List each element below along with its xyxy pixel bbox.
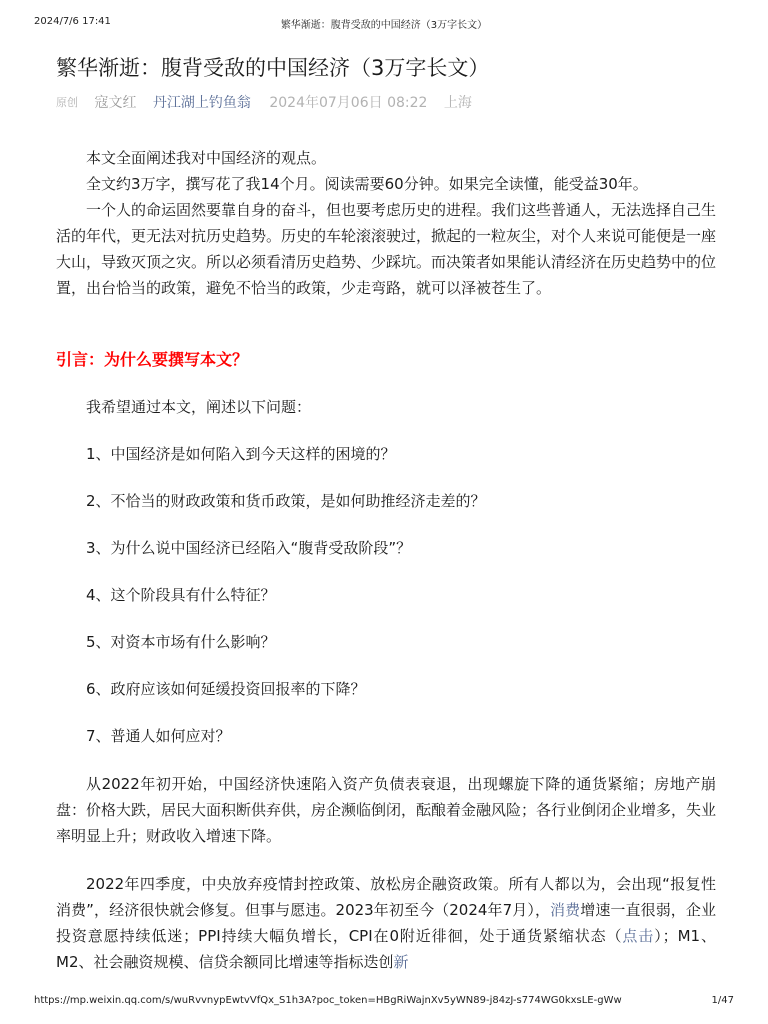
publish-location: 上海 — [443, 95, 472, 111]
section-lead: 我希望通过本文，阐述以下问题： — [86, 398, 312, 416]
page-number: 1/47 — [711, 995, 734, 1006]
original-tag: 原创 — [56, 96, 78, 109]
question-item: 4、这个阶段具有什么特征？ — [86, 586, 276, 604]
new-link[interactable]: 新 — [393, 953, 409, 971]
author-name: 寇文红 — [94, 95, 137, 111]
print-datetime: 2024/7/6 17:41 — [34, 16, 111, 27]
question-item: 2、不恰当的财政政策和货币政策，是如何助推经济走差的？ — [86, 492, 486, 510]
article-meta — [56, 92, 472, 114]
question-item: 1、中国经济是如何陷入到今天这样的困境的？ — [86, 445, 396, 463]
intro-paragraph: 全文约3万字，撰写花了我14个月。阅读需要60分钟。如果完全读懂，能受益30年。 — [86, 175, 648, 193]
body-paragraph — [56, 871, 716, 975]
body-text: ）；M1、M2、社会融资规模、信贷余额同比增速等指标迭创 — [56, 927, 716, 971]
question-item: 6、政府应该如何延缓投资回报率的下降？ — [86, 680, 366, 698]
print-header — [0, 0, 768, 34]
page-url: https://mp.weixin.qq.com/s/wuRvvnypEwtvVfQx_S1h3A?poc_token=HBgRiWajnXv5yWN89-j84zJ-s774WG0kxsLE-gWw — [34, 995, 622, 1006]
article-content — [56, 145, 716, 975]
account-name-link[interactable]: 丹江湖上钓鱼翁 — [152, 95, 251, 111]
section-heading: 引言：为什么要撰写本文？ — [56, 350, 249, 369]
body-paragraph: 从2022年初开始，中国经济快速陷入资产负债表衰退，出现螺旋下降的通货紧缩；房地产崩盘：价格大跌，居民大面积断供弃供，房企濒临倒闭，酝酿着金融风险；各行业倒闭企业增多，失业率明显上升；财政收入增速下降。 — [56, 775, 717, 845]
consumption-link[interactable]: 消费 — [550, 901, 581, 919]
print-footer — [0, 990, 768, 1024]
body-text: 增速一直很弱，企业投资意愿持续低迷；PPI持续大幅负增长，CPI在0附近徘徊，处于通货紧缩状态（ — [56, 901, 716, 945]
article-title: 繁华渐逝：腹背受敌的中国经济（3万字长文） — [56, 56, 490, 80]
question-item: 7、普通人如何应对？ — [86, 727, 231, 745]
intro-paragraph: 一个人的命运固然要靠自身的奋斗，但也要考虑历史的进程。我们这些普通人，无法选择自己生活的年代，更无法对抗历史趋势。历史的车轮滚滚驶过，掀起的一粒灰尘，对个人来说可能便是一座大山，导致灭顶之灾。所以必须看清历史趋势、少踩坑。而决策者如果能认清经济在历史趋势中的位置，出台恰当的政策，避免不恰当的政策，少走弯路，就可以泽被苍生了。 — [56, 201, 717, 297]
body-text: 2022年四季度，中央放弃疫情封控政策、放松房企融资政策。所有人都以为，会出现“报复性消费”，经济很快就会修复。但事与愿违。2023年初至今（2024年7月）， — [56, 875, 716, 919]
print-title: 繁华渐逝：腹背受敌的中国经济（3万字长文） — [280, 20, 488, 31]
intro-paragraph: 本文全面阐述我对中国经济的观点。 — [86, 149, 327, 167]
question-item: 5、对资本市场有什么影响？ — [86, 633, 276, 651]
publish-date: 2024年07月06日 08:22 — [269, 95, 428, 111]
click-link[interactable]: 点击 — [622, 927, 655, 945]
question-item: 3、为什么说中国经济已经陷入“腹背受敌阶段”？ — [86, 539, 412, 557]
